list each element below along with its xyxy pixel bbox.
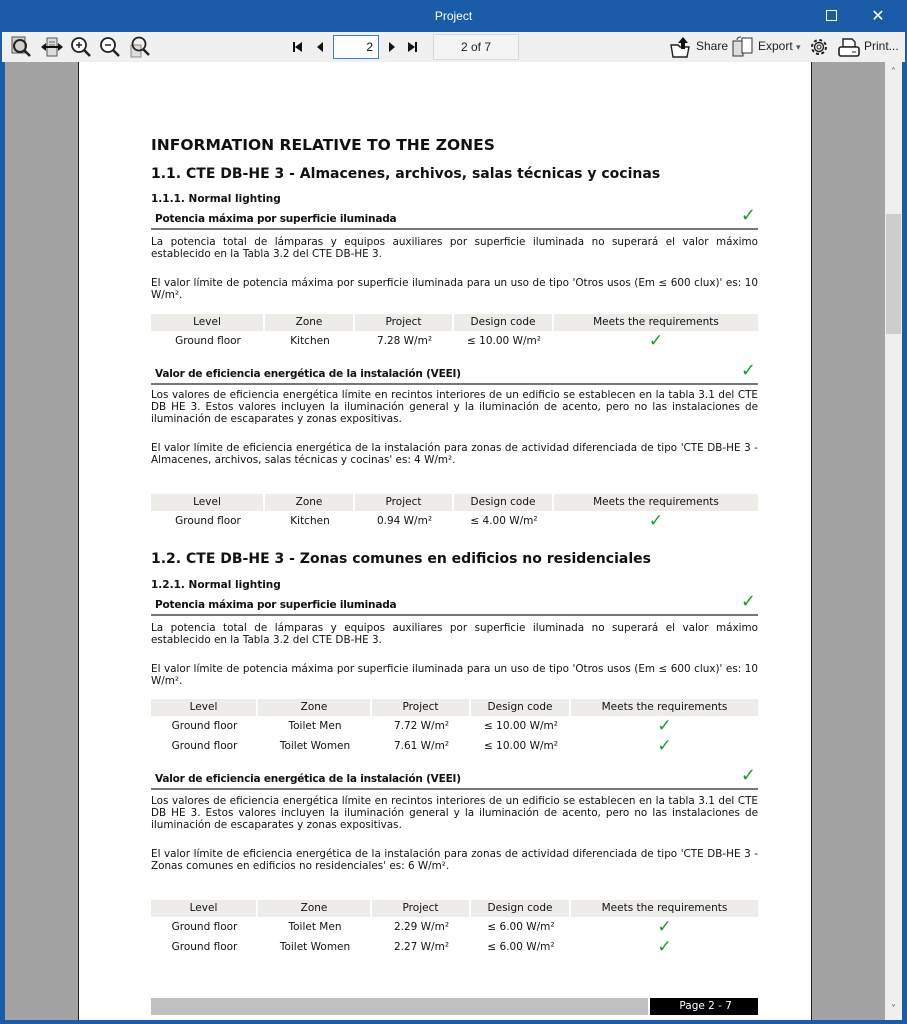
export-label: Export xyxy=(758,39,793,53)
check-icon: ✓ xyxy=(657,937,672,957)
scroll-up-icon[interactable]: ˄ xyxy=(891,67,896,78)
header-design-code: Design code xyxy=(454,494,554,511)
check-icon: ✓ xyxy=(657,716,672,736)
table-row xyxy=(151,937,758,957)
header-design-code: Design code xyxy=(471,900,571,917)
previous-page-button[interactable] xyxy=(313,38,327,56)
check-icon: ✓ xyxy=(740,360,756,381)
page-count: 2 of 7 xyxy=(433,34,519,60)
table-row xyxy=(151,511,758,531)
scrollbar-thumb[interactable] xyxy=(886,214,901,334)
cell-level: Ground floor xyxy=(171,720,238,732)
header-level: Level xyxy=(151,494,265,511)
share-icon[interactable] xyxy=(669,35,693,59)
paragraph: La potencia total de lámparas y equipos auxiliares por superficie iluminada no superará el valor máximo establecido en la Tabla 3.2 del CTE DB-HE 3. xyxy=(151,236,758,260)
paragraph: El valor límite de eficiencia energética de la instalación para zonas de actividad diferenciada de tipo 'CTE DB-HE 3 - Almacenes, archivos, salas técnicas y cocinas' es: 4 W/m². xyxy=(151,442,758,466)
requirement-header xyxy=(151,591,758,616)
export-icon[interactable] xyxy=(731,35,755,59)
print-icon[interactable] xyxy=(837,35,861,59)
export-dropdown-icon: ▾ xyxy=(796,42,801,52)
maximize-button[interactable] xyxy=(817,4,845,28)
last-page-button[interactable] xyxy=(405,38,419,56)
vertical-scrollbar[interactable] xyxy=(885,62,902,1020)
table-row xyxy=(151,736,758,756)
cell-design-code: ≤ 6.00 W/m² xyxy=(487,921,555,933)
first-page-icon xyxy=(291,38,305,56)
zoom-custom-icon[interactable] xyxy=(128,35,152,59)
cell-project: 7.72 W/m² xyxy=(393,720,450,732)
cell-project: 0.94 W/m² xyxy=(376,515,433,527)
page-footer xyxy=(151,998,758,1015)
zoom-in-icon[interactable] xyxy=(69,35,93,59)
export-button[interactable] xyxy=(758,39,801,53)
next-page-icon xyxy=(385,38,399,56)
cell-level: Ground floor xyxy=(175,515,241,527)
requirement-title: Potencia máxima por superficie iluminada xyxy=(155,599,397,611)
footer-bar xyxy=(151,998,648,1015)
share-button[interactable]: Share xyxy=(696,39,729,53)
settings-icon[interactable] xyxy=(807,35,831,59)
cell-design-code: ≤ 10.00 W/m² xyxy=(467,335,541,347)
cell-project: 2.29 W/m² xyxy=(393,921,450,933)
window-titlebar xyxy=(0,0,907,32)
cell-project: 7.28 W/m² xyxy=(376,335,433,347)
requirement-header xyxy=(151,765,758,790)
close-button[interactable] xyxy=(864,4,892,28)
check-icon: ✓ xyxy=(657,917,672,937)
check-icon: ✓ xyxy=(648,511,664,531)
check-icon: ✓ xyxy=(740,591,756,612)
document-page xyxy=(78,62,812,1020)
print-button[interactable]: Print... xyxy=(864,39,899,53)
subsection-title: 1.1.1. Normal lighting xyxy=(151,193,281,205)
paragraph: Los valores de eficiencia energética límite en recintos interiores de un edificio se establecen en la tabla 3.1 del CTE DB HE 3. Estos valores incluyen la iluminación general y la iluminación de acento, pero no las instalaciones de iluminación de escaparates y zonas expositivas. xyxy=(151,389,758,425)
requirement-title: Valor de eficiencia energética de la instalación (VEEI) xyxy=(155,368,461,380)
results-table xyxy=(151,314,758,351)
check-icon: ✓ xyxy=(740,205,756,226)
page-number-input[interactable]: 2 xyxy=(333,35,379,59)
cell-zone: Toilet Men xyxy=(288,921,342,933)
header-design-code: Design code xyxy=(471,699,571,716)
table-row xyxy=(151,331,758,351)
requirement-title: Valor de eficiencia energética de la instalación (VEEI) xyxy=(155,773,461,785)
requirement-header xyxy=(151,360,758,385)
section-title: 1.2. CTE DB-HE 3 - Zonas comunes en edificios no residenciales xyxy=(151,551,651,567)
table-header-row xyxy=(151,900,758,917)
last-page-icon xyxy=(405,38,419,56)
cell-zone: Kitchen xyxy=(290,335,330,347)
window-title: Project xyxy=(434,9,473,23)
header-design-code: Design code xyxy=(454,314,554,331)
header-zone: Zone xyxy=(265,494,355,511)
cell-zone: Toilet Women xyxy=(279,941,351,953)
header-zone: Zone xyxy=(258,900,372,917)
header-project: Project xyxy=(355,494,454,511)
check-icon: ✓ xyxy=(648,331,664,351)
header-meets: Meets the requirements xyxy=(601,902,728,914)
document-viewer xyxy=(5,62,885,1020)
table-header-row xyxy=(151,314,758,331)
table-header-row xyxy=(151,699,758,716)
zoom-out-icon[interactable] xyxy=(98,35,122,59)
cell-design-code: ≤ 4.00 W/m² xyxy=(470,515,538,527)
header-project: Project xyxy=(355,314,454,331)
first-page-button[interactable] xyxy=(291,38,305,56)
requirement-title: Potencia máxima por superficie iluminada xyxy=(155,213,397,225)
paragraph: El valor límite de potencia máxima por superficie iluminada para un uso de tipo 'Otros usos (Em ≤ 600 clux)' es: 10 W/m². xyxy=(151,277,758,301)
header-zone: Zone xyxy=(265,314,355,331)
cell-design-code: ≤ 10.00 W/m² xyxy=(484,720,558,732)
table-row xyxy=(151,716,758,736)
header-level: Level xyxy=(151,900,258,917)
paragraph: Los valores de eficiencia energética límite en recintos interiores de un edificio se establecen en la tabla 3.1 del CTE DB HE 3. Estos valores incluyen la iluminación general y la iluminación de acento, pero no las instalaciones de iluminación de escaparates y zonas expositivas. xyxy=(151,795,758,831)
paragraph: La potencia total de lámparas y equipos auxiliares por superficie iluminada no superará el valor máximo establecido en la Tabla 3.2 del CTE DB-HE 3. xyxy=(151,622,758,646)
section-title: 1.1. CTE DB-HE 3 - Almacenes, archivos, salas técnicas y cocinas xyxy=(151,166,661,182)
header-level: Level xyxy=(151,699,258,716)
header-level: Level xyxy=(151,314,265,331)
cell-project: 2.27 W/m² xyxy=(393,941,450,953)
results-table xyxy=(151,494,758,531)
paragraph: El valor límite de eficiencia energética de la instalación para zonas de actividad diferenciada de tipo 'CTE DB-HE 3 - Zonas comunes en edificios no residenciales' es: 6 W/m². xyxy=(151,848,758,872)
zoom-page-icon[interactable] xyxy=(9,35,33,59)
cell-design-code: ≤ 10.00 W/m² xyxy=(484,740,558,752)
paragraph: El valor límite de potencia máxima por superficie iluminada para un uso de tipo 'Otros usos (Em ≤ 600 clux)' es: 10 W/m². xyxy=(151,663,758,687)
header-project: Project xyxy=(372,900,471,917)
cell-level: Ground floor xyxy=(175,335,241,347)
results-table xyxy=(151,699,758,756)
header-project: Project xyxy=(372,699,471,716)
toolbar xyxy=(2,32,905,62)
scroll-down-icon[interactable]: ˅ xyxy=(891,1004,896,1015)
cell-zone: Kitchen xyxy=(290,515,330,527)
check-icon: ✓ xyxy=(657,736,672,756)
close-icon: ✕ xyxy=(871,6,885,25)
table-row xyxy=(151,917,758,937)
cell-level: Ground floor xyxy=(171,941,238,953)
next-page-button[interactable] xyxy=(385,38,399,56)
previous-page-icon xyxy=(313,38,327,56)
requirement-header xyxy=(151,205,758,230)
table-header-row xyxy=(151,494,758,511)
footer-page-number: Page 2 - 7 xyxy=(650,998,758,1015)
subsection-title: 1.2.1. Normal lighting xyxy=(151,579,281,591)
header-zone: Zone xyxy=(258,699,372,716)
cell-zone: Toilet Women xyxy=(279,740,351,752)
check-icon: ✓ xyxy=(740,765,756,786)
cell-zone: Toilet Men xyxy=(288,720,342,732)
cell-level: Ground floor xyxy=(171,921,238,933)
header-meets: Meets the requirements xyxy=(601,701,728,713)
maximize-icon xyxy=(826,10,837,21)
fit-width-icon[interactable] xyxy=(40,35,64,59)
cell-project: 7.61 W/m² xyxy=(393,740,450,752)
cell-design-code: ≤ 6.00 W/m² xyxy=(487,941,555,953)
page-heading: INFORMATION RELATIVE TO THE ZONES xyxy=(151,136,495,154)
results-table xyxy=(151,900,758,957)
header-meets: Meets the requirements xyxy=(593,496,719,508)
header-meets: Meets the requirements xyxy=(593,316,719,328)
cell-level: Ground floor xyxy=(171,740,238,752)
